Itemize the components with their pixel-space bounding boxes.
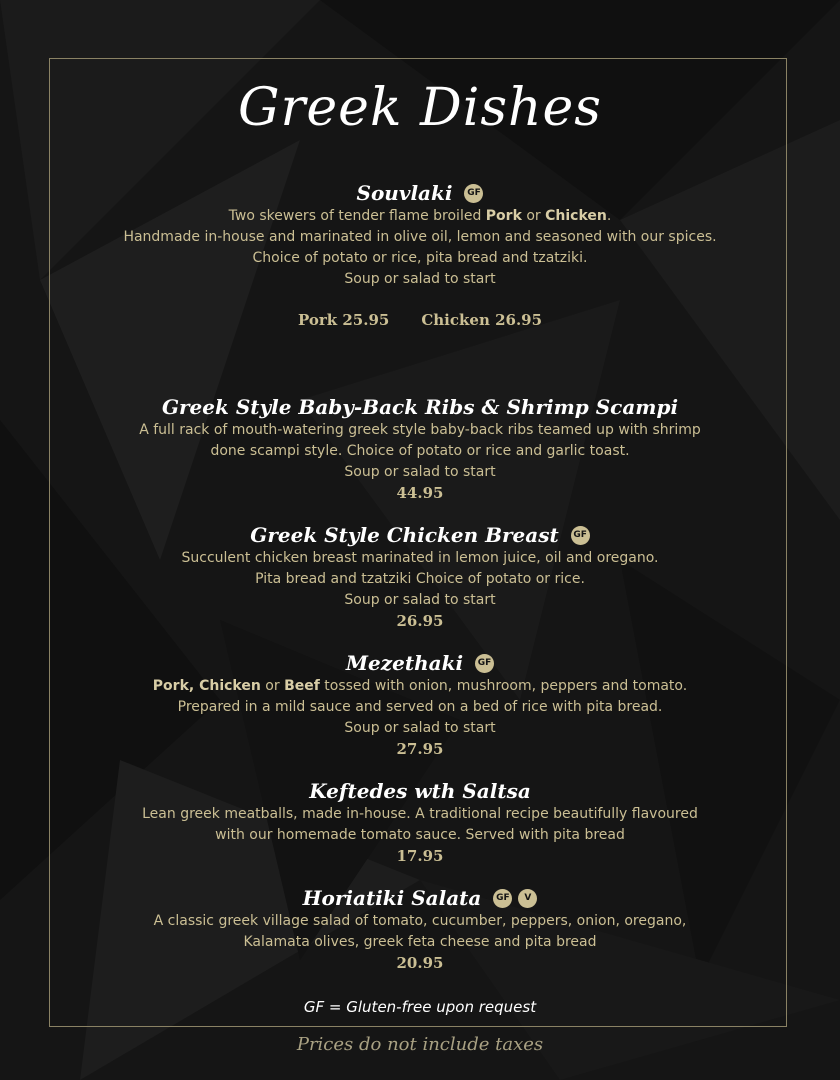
dish-description-line: Kalamata olives, greek feta cheese and pita bread (243, 934, 597, 950)
price-pork: Pork 25.95 (297, 311, 390, 329)
dish-name: Greek Style Chicken Breast (250, 523, 559, 547)
dish-price-row (60, 311, 780, 329)
dish-ribs-shrimp-scampi (60, 394, 780, 504)
dish-description-line: Pork, Chicken or Beef tossed with onion, mushroom, peppers and tomato. (152, 678, 688, 694)
dish-price: 44.95 (396, 484, 444, 502)
dish-description-line: Soup or salad to start (344, 592, 496, 608)
vegetarian-badge-icon: V (518, 889, 537, 908)
dish-keftedes (60, 778, 780, 867)
gluten-free-badge-icon: GF (571, 526, 590, 545)
dish-description-line: Handmade in-house and marinated in olive oil, lemon and seasoned with our spices. (123, 229, 717, 245)
dish-description-line: Soup or salad to start (344, 271, 496, 287)
dish-name: Mezethaki (345, 651, 464, 675)
taxes-note: Prices do not include taxes (296, 1034, 544, 1055)
dish-name: Keftedes wth Saltsa (309, 779, 531, 803)
menu-title: Greek Dishes (238, 78, 602, 138)
dish-description-line: Succulent chicken breast marinated in lemon juice, oil and oregano. (181, 550, 659, 566)
gluten-free-badge-icon: GF (464, 184, 483, 203)
gluten-free-footnote: GF = Gluten-free upon request (303, 998, 537, 1016)
dish-description-line: Prepared in a mild sauce and served on a bed of rice with pita bread. (177, 699, 663, 715)
dish-horiatiki-salata (60, 885, 780, 974)
dish-price: 17.95 (396, 847, 444, 865)
dish-price: 20.95 (396, 954, 444, 972)
dish-description-line: Lean greek meatballs, made in-house. A traditional recipe beautifully flavoured (142, 806, 698, 822)
dish-description-line: Choice of potato or rice, pita bread and tzatziki. (252, 250, 588, 266)
dish-description-line: Soup or salad to start (344, 720, 496, 736)
dish-description-line: with our homemade tomato sauce. Served with pita bread (215, 827, 625, 843)
gluten-free-badge-icon: GF (475, 654, 494, 673)
dish-name: Souvlaki (356, 181, 453, 205)
dish-description-line: A full rack of mouth-watering greek style baby-back ribs teamed up with shrimp (139, 422, 701, 438)
dish-description-line: A classic greek village salad of tomato, cucumber, peppers, onion, oregano, (153, 913, 687, 929)
dish-description-line: Two skewers of tender flame broiled Pork or Chicken. (228, 208, 612, 224)
dish-chicken-breast (60, 522, 780, 632)
dish-souvlaki (60, 180, 780, 329)
dish-name: Horiatiki Salata (302, 886, 482, 910)
dish-description-line: done scampi style. Choice of potato or rice and garlic toast. (210, 443, 630, 459)
dish-description-line: Pita bread and tzatziki Choice of potato or rice. (255, 571, 585, 587)
dish-name: Greek Style Baby-Back Ribs & Shrimp Scampi (161, 395, 679, 419)
dish-price: 26.95 (396, 612, 444, 630)
price-chicken: Chicken 26.95 (421, 311, 543, 329)
dish-description-line: Soup or salad to start (344, 464, 496, 480)
dish-price: 27.95 (396, 740, 444, 758)
gluten-free-badge-icon: GF (493, 889, 512, 908)
dish-mezethaki (60, 650, 780, 760)
